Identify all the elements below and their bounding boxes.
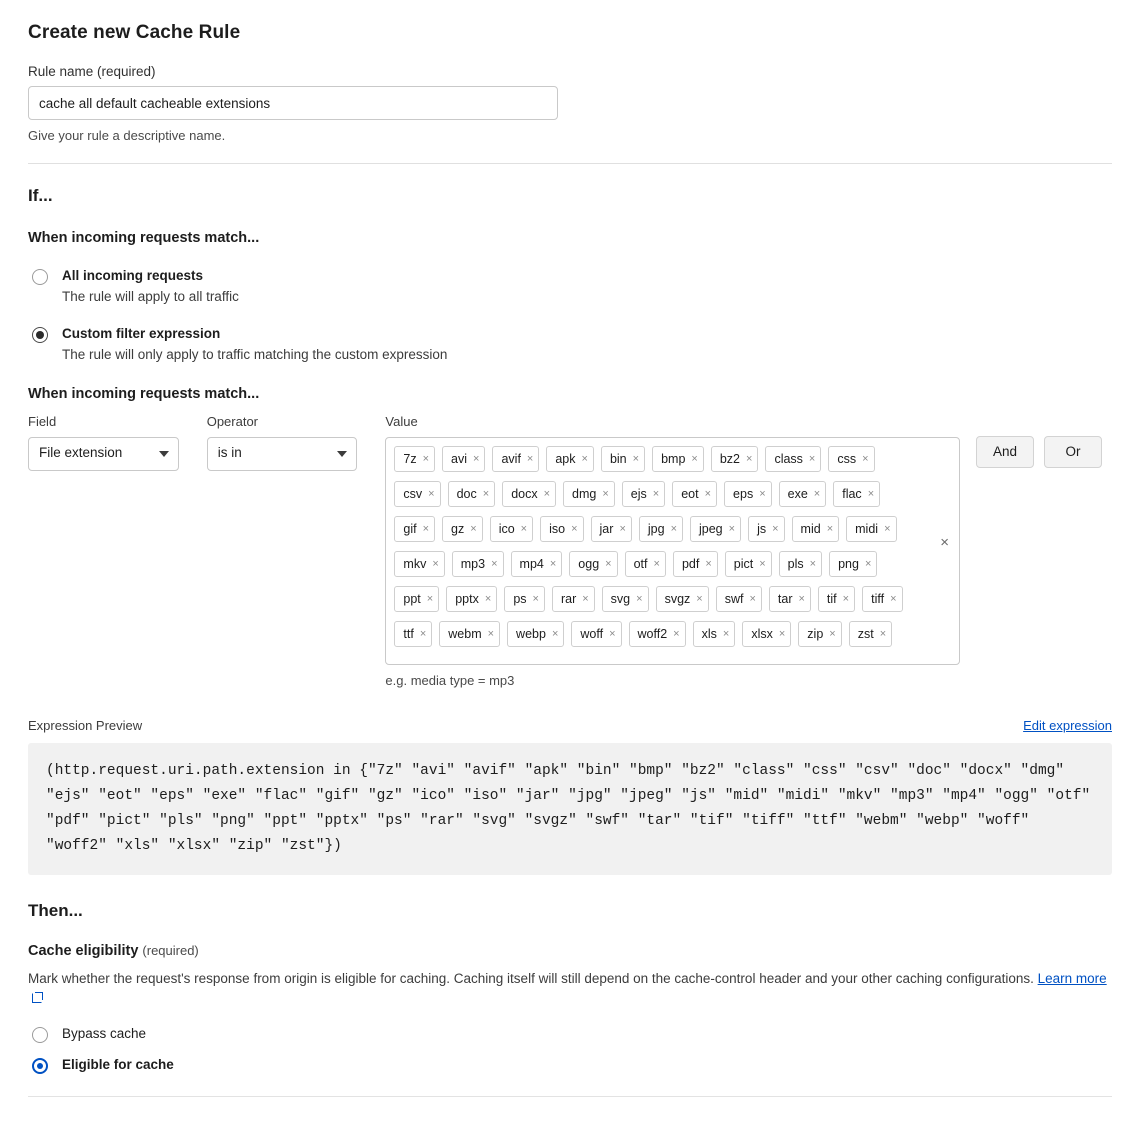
operator-select[interactable] — [207, 437, 358, 471]
remove-tag-icon[interactable]: × — [704, 487, 712, 500]
remove-tag-icon[interactable]: × — [884, 522, 891, 535]
remove-tag-icon[interactable]: × — [879, 627, 887, 640]
value-tag-label: 7z — [403, 451, 417, 466]
value-tag[interactable] — [602, 586, 649, 612]
remove-tag-icon[interactable]: × — [759, 557, 766, 570]
remove-tag-icon[interactable]: × — [470, 522, 477, 535]
then-section-title: Then... — [28, 900, 83, 920]
remove-tag-icon[interactable]: × — [798, 592, 805, 605]
expression-preview-text: (http.request.uri.path.extension in {"7z" "avi" "avif" "apk" "bin" "bmp" "bz2" "class" "css" "csv" "doc" "docx" "dmg" "ejs" "eot" "eps" "exe" "flac" "gif" "gz" "ico" "iso" "jar" "jpg" "jpeg" "js" "mid" "midi" "mkv" "mp3" "mp4" "ogg" "otf" "pdf" "pict" "pls" "png" "ppt" "pptx" "ps" "rar" "svg" "svgz" "swf" "tar" "tif" "tiff" "ttf" "webm" "webp" "woff" "woff2" "xls" "xlsx" "zip" "zst"}) — [28, 743, 1112, 875]
value-tag[interactable] — [846, 516, 896, 542]
remove-tag-icon[interactable]: × — [619, 522, 626, 535]
value-tag[interactable] — [656, 586, 709, 612]
and-or-buttons — [976, 436, 1112, 468]
learn-more-link[interactable]: Learn more — [1037, 970, 1107, 986]
value-tag[interactable] — [862, 586, 902, 612]
radio-label-eligible-for-cache: Eligible for cache — [62, 1056, 174, 1072]
remove-tag-icon[interactable]: × — [809, 557, 817, 570]
remove-tag-icon[interactable]: × — [636, 592, 643, 605]
bottom-divider — [28, 1096, 1112, 1097]
remove-tag-icon[interactable]: × — [826, 522, 834, 535]
remove-tag-icon[interactable]: × — [551, 627, 559, 640]
remove-tag-icon[interactable]: × — [759, 487, 766, 500]
value-tag[interactable] — [442, 446, 485, 472]
tag-list — [394, 446, 925, 656]
value-tag[interactable] — [769, 586, 811, 612]
value-tag-label: eps — [733, 486, 754, 501]
value-tag-label: zst — [857, 626, 874, 641]
value-tag-label: svg — [610, 591, 631, 606]
value-tag-label: bin — [609, 451, 627, 466]
value-tag[interactable] — [601, 446, 645, 472]
value-tag-label: otf — [633, 556, 648, 571]
value-tag[interactable] — [798, 621, 841, 647]
value-tag[interactable] — [502, 481, 556, 507]
value-tag-label: flac — [842, 486, 862, 501]
rule-name-helper: Give your rule a descriptive name. — [28, 128, 226, 143]
value-tag[interactable] — [672, 481, 717, 507]
value-tag[interactable] — [394, 481, 440, 507]
or-button[interactable]: Or — [1044, 436, 1102, 468]
value-tag-label: pict — [733, 556, 754, 571]
value-tag[interactable] — [690, 516, 741, 542]
remove-tag-icon[interactable]: × — [422, 522, 430, 535]
remove-tag-icon[interactable]: × — [864, 557, 872, 570]
remove-tag-icon[interactable]: × — [422, 452, 430, 465]
field-select[interactable] — [28, 437, 179, 471]
cache-eligibility-description — [28, 969, 1108, 1008]
remove-tag-icon[interactable]: × — [520, 522, 528, 535]
value-tag-label: gz — [451, 521, 465, 536]
radio-custom-filter-expression[interactable] — [28, 326, 1112, 362]
remove-tag-icon[interactable]: × — [432, 557, 439, 570]
value-tag-label: webp — [516, 626, 546, 641]
value-tag[interactable] — [394, 621, 432, 647]
value-tag-label: bmp — [661, 451, 686, 466]
value-tag[interactable] — [571, 621, 621, 647]
value-tag-label: ogg — [578, 556, 600, 571]
value-tag-label: png — [838, 556, 859, 571]
remove-tag-icon[interactable]: × — [605, 557, 612, 570]
radio-desc-all-requests: The rule will apply to all traffic — [62, 288, 239, 304]
remove-tag-icon[interactable]: × — [842, 592, 850, 605]
remove-tag-icon[interactable]: × — [778, 627, 786, 640]
value-tag-label: jar — [599, 521, 614, 536]
page-title: Create new Cache Rule — [28, 22, 241, 43]
operator-column — [207, 414, 358, 471]
remove-tag-icon[interactable]: × — [428, 487, 435, 500]
value-tag[interactable] — [507, 621, 564, 647]
radio-icon-eligible-for-cache[interactable] — [32, 1058, 48, 1074]
value-tag[interactable] — [563, 481, 615, 507]
value-tag-label: dmg — [572, 486, 597, 501]
value-tag-label: xls — [701, 626, 717, 641]
remove-tag-icon[interactable]: × — [829, 627, 836, 640]
value-tag-label: pls — [787, 556, 804, 571]
value-tag[interactable] — [711, 446, 759, 472]
value-tag-label: xlsx — [751, 626, 773, 641]
value-tag[interactable] — [504, 586, 545, 612]
remove-tag-icon[interactable]: × — [691, 452, 698, 465]
value-tag-label: ico — [498, 521, 515, 536]
remove-tag-icon[interactable]: × — [670, 522, 677, 535]
field-column-label: Field — [28, 413, 57, 429]
expression-builder — [28, 414, 1112, 688]
value-tag[interactable] — [792, 516, 840, 542]
remove-tag-icon[interactable]: × — [867, 487, 875, 500]
remove-tag-icon[interactable]: × — [609, 627, 616, 640]
remove-tag-icon[interactable]: × — [653, 557, 660, 570]
radio-icon-bypass-cache[interactable] — [32, 1027, 48, 1043]
value-tag[interactable] — [849, 621, 892, 647]
remove-tag-icon[interactable]: × — [705, 557, 712, 570]
radio-icon-all-requests[interactable] — [32, 269, 48, 285]
value-tag-label: exe — [787, 486, 808, 501]
value-tag-label: jpeg — [699, 521, 723, 536]
value-tag[interactable] — [540, 516, 583, 542]
value-tag-label: woff2 — [637, 626, 668, 641]
value-tag[interactable] — [833, 481, 880, 507]
value-tag-label: midi — [855, 521, 879, 536]
value-tag-label: apk — [555, 451, 576, 466]
value-tag[interactable] — [748, 516, 784, 542]
remove-tag-icon[interactable]: × — [543, 487, 551, 500]
value-tag-input[interactable] — [385, 437, 960, 665]
value-tag-label: tiff — [871, 591, 885, 606]
value-tag[interactable] — [511, 551, 563, 577]
value-tag[interactable] — [622, 481, 665, 507]
value-tag-label: csv — [403, 486, 423, 501]
value-tag-label: tif — [826, 591, 837, 606]
value-tag-label: svgz — [664, 591, 691, 606]
operator-column-label: Operator — [206, 413, 259, 429]
value-tag-label: avif — [501, 451, 521, 466]
remove-tag-icon[interactable]: × — [581, 452, 588, 465]
value-tag[interactable] — [439, 621, 500, 647]
remove-tag-icon[interactable]: × — [632, 452, 640, 465]
rule-name-label: Rule name (required) — [28, 64, 156, 79]
value-tag[interactable] — [452, 551, 504, 577]
chevron-down-icon — [159, 451, 169, 457]
and-button[interactable]: And — [976, 436, 1034, 468]
remove-tag-icon[interactable]: × — [673, 627, 680, 640]
value-tag[interactable] — [569, 551, 617, 577]
remove-tag-icon[interactable]: × — [808, 452, 816, 465]
cache-eligibility-description-text: Mark whether the request's response from origin is eligible for caching. Caching itself will still depend on the cache-control header and your other caching configurations. — [28, 970, 1038, 986]
value-tag-label: doc — [456, 486, 477, 501]
if-section-title: If... — [28, 186, 53, 205]
remove-tag-icon[interactable]: × — [602, 487, 609, 500]
divider — [28, 163, 1112, 164]
value-tag-label: webm — [448, 626, 482, 641]
value-tag-label: mp4 — [519, 556, 544, 571]
remove-tag-icon[interactable]: × — [696, 592, 703, 605]
value-tag-label: zip — [807, 626, 824, 641]
remove-tag-icon[interactable]: × — [426, 592, 434, 605]
value-column — [385, 414, 960, 688]
expression-preview-label: Expression Preview — [28, 717, 143, 733]
value-tag[interactable] — [725, 551, 772, 577]
value-tag-label: mkv — [403, 556, 427, 571]
remove-tag-icon[interactable]: × — [749, 592, 756, 605]
field-column — [28, 414, 179, 471]
value-tag-label: docx — [511, 486, 538, 501]
remove-tag-icon[interactable]: × — [652, 487, 660, 500]
value-tag-label: iso — [549, 521, 566, 536]
value-tag-label: class — [774, 451, 803, 466]
remove-tag-icon[interactable]: × — [746, 452, 753, 465]
cache-eligibility-label: Cache eligibility — [28, 942, 139, 959]
value-tag[interactable] — [828, 446, 874, 472]
value-tag[interactable] — [552, 586, 595, 612]
cache-eligibility-heading — [28, 943, 1112, 959]
operator-select-value: is in — [217, 444, 242, 460]
value-tag-label: ejs — [630, 486, 647, 501]
value-tag-label: ps — [513, 591, 527, 606]
value-tag[interactable] — [448, 481, 496, 507]
value-tag[interactable] — [394, 446, 435, 472]
value-tag[interactable] — [625, 551, 666, 577]
radio-icon-custom-filter[interactable] — [32, 327, 48, 343]
remove-tag-icon[interactable]: × — [722, 627, 730, 640]
value-tag[interactable] — [818, 586, 855, 612]
value-tag-label: avi — [451, 451, 468, 466]
radio-bypass-cache[interactable] — [28, 1026, 1112, 1043]
value-tag-label: mid — [800, 521, 821, 536]
value-tag-label: tar — [777, 591, 793, 606]
value-tag-label: jpg — [647, 521, 665, 536]
rule-name-input[interactable] — [28, 86, 558, 120]
value-tag-label: swf — [724, 591, 744, 606]
value-tag-label: rar — [560, 591, 577, 606]
radio-all-incoming-requests[interactable] — [28, 268, 1112, 304]
value-tag[interactable] — [652, 446, 704, 472]
value-tag[interactable] — [693, 621, 736, 647]
remove-tag-icon[interactable]: × — [482, 487, 490, 500]
value-tag[interactable] — [765, 446, 821, 472]
remove-tag-icon[interactable]: × — [491, 557, 498, 570]
value-tag-label: woff — [580, 626, 604, 641]
value-tag[interactable] — [394, 551, 444, 577]
value-tag[interactable] — [629, 621, 686, 647]
value-tag[interactable] — [779, 551, 822, 577]
remove-tag-icon[interactable]: × — [582, 592, 589, 605]
remove-tag-icon[interactable]: × — [772, 522, 779, 535]
external-link-icon — [32, 992, 43, 1003]
value-tag-label: css — [837, 451, 857, 466]
value-tag[interactable] — [639, 516, 683, 542]
remove-tag-icon[interactable]: × — [862, 452, 869, 465]
value-tag[interactable] — [779, 481, 827, 507]
value-tag[interactable] — [492, 446, 539, 472]
value-tag-label: js — [757, 521, 767, 536]
value-tag-label: ttf — [403, 626, 414, 641]
chevron-down-icon — [337, 451, 347, 457]
remove-tag-icon[interactable]: × — [487, 627, 495, 640]
value-tag[interactable] — [394, 586, 439, 612]
expression-preview-header — [28, 718, 1112, 733]
value-tag[interactable] — [591, 516, 632, 542]
value-tag[interactable] — [394, 516, 435, 542]
radio-label-bypass-cache: Bypass cache — [62, 1025, 147, 1041]
field-select-value: File extension — [39, 444, 123, 460]
remove-tag-icon[interactable]: × — [813, 487, 821, 500]
value-tag-label: ppt — [403, 591, 421, 606]
value-tag[interactable] — [490, 516, 533, 542]
match-heading: When incoming requests match... — [28, 230, 260, 246]
value-tag-label: pdf — [681, 556, 700, 571]
remove-tag-icon[interactable]: × — [532, 592, 539, 605]
value-column-label: Value — [385, 413, 418, 429]
value-tag-label: gif — [403, 521, 417, 536]
radio-label-all-requests: All incoming requests — [62, 268, 204, 283]
value-tag-label: pptx — [455, 591, 479, 606]
edit-expression-link[interactable]: Edit expression — [1023, 717, 1112, 733]
radio-desc-custom-filter: The rule will only apply to traffic matching the custom expression — [62, 346, 448, 362]
value-tag[interactable] — [546, 446, 594, 472]
cache-eligibility-required: (required) — [142, 942, 199, 958]
remove-tag-icon[interactable]: × — [549, 557, 557, 570]
remove-tag-icon[interactable]: × — [526, 452, 534, 465]
value-tag[interactable] — [742, 621, 791, 647]
value-tag[interactable] — [446, 586, 497, 612]
remove-tag-icon[interactable]: × — [571, 522, 578, 535]
value-tag-label: bz2 — [719, 451, 740, 466]
value-tag[interactable] — [442, 516, 483, 542]
value-tag-label: eot — [681, 486, 699, 501]
radio-eligible-for-cache[interactable] — [28, 1057, 1112, 1074]
value-tag[interactable] — [716, 586, 762, 612]
clear-all-icon[interactable]: × — [940, 533, 949, 551]
remove-tag-icon[interactable]: × — [484, 592, 492, 605]
radio-label-custom-filter: Custom filter expression — [62, 325, 221, 341]
value-hint: e.g. media type = mp3 — [385, 672, 515, 688]
remove-tag-icon[interactable]: × — [890, 592, 897, 605]
builder-heading: When incoming requests match... — [28, 385, 260, 402]
remove-tag-icon[interactable]: × — [419, 627, 427, 640]
value-tag-label: mp3 — [460, 556, 486, 571]
value-tag[interactable] — [673, 551, 718, 577]
value-tag[interactable] — [724, 481, 772, 507]
value-tag[interactable] — [829, 551, 877, 577]
remove-tag-icon[interactable]: × — [473, 452, 480, 465]
remove-tag-icon[interactable]: × — [728, 522, 736, 535]
